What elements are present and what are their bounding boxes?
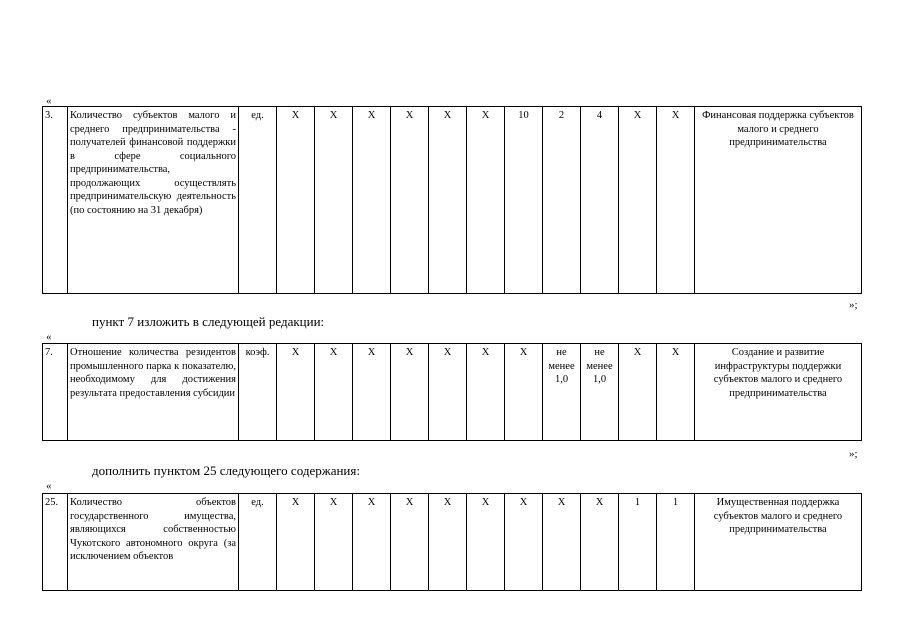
row-number: 7. xyxy=(43,344,68,441)
value-cell: 1 xyxy=(619,494,657,591)
open-quote-3: « xyxy=(46,480,52,492)
value-cell: 1 xyxy=(657,494,695,591)
indicator-name: Количество объектов государственного имущества, являющихся собственностью Чукотского автономного округа (за исключением объектов xyxy=(68,494,239,591)
value-cell: 2 xyxy=(543,107,581,294)
unit-cell: ед. xyxy=(239,107,277,294)
indicator-name: Отношение количества резидентов промышленного парка к показателю, необходимому для достижения результата предоставления субсидии xyxy=(68,344,239,441)
value-cell: X xyxy=(467,494,505,591)
unit-cell: коэф. xyxy=(239,344,277,441)
note-cell: Финансовая поддержка субъектов малого и среднего предпринимательства xyxy=(695,107,862,294)
note-cell: Создание и развитие инфраструктуры поддержки субъектов малого и среднего предпринимательства xyxy=(695,344,862,441)
row-number: 25. xyxy=(43,494,68,591)
amendment-intro-25: дополнить пунктом 25 следующего содержания: xyxy=(92,463,360,478)
value-cell: X xyxy=(619,107,657,294)
value-cell: X xyxy=(467,107,505,294)
value-cell: X xyxy=(353,344,391,441)
indicator-table-row-25 xyxy=(42,493,862,591)
close-quote-1: »; xyxy=(849,299,858,311)
close-quote-2: »; xyxy=(849,448,858,460)
value-cell: X xyxy=(315,107,353,294)
value-cell: X xyxy=(391,344,429,441)
indicator-table-row-3 xyxy=(42,106,862,294)
value-cell: X xyxy=(277,107,315,294)
value-cell: X xyxy=(315,494,353,591)
amendment-intro-7: пункт 7 изложить в следующей редакции: xyxy=(92,314,325,329)
table-row xyxy=(43,494,862,591)
value-cell: X xyxy=(505,494,543,591)
value-cell: X xyxy=(315,344,353,441)
value-cell: X xyxy=(657,107,695,294)
value-cell: 4 xyxy=(581,107,619,294)
value-cell: X xyxy=(353,107,391,294)
value-cell: X xyxy=(391,107,429,294)
indicator-table-row-7 xyxy=(42,343,862,441)
value-cell: X xyxy=(543,494,581,591)
note-cell: Имущественная поддержка субъектов малого и среднего предпринимательства xyxy=(695,494,862,591)
open-quote-2: « xyxy=(46,331,52,343)
unit-cell: ед. xyxy=(239,494,277,591)
value-cell: X xyxy=(391,494,429,591)
value-cell: X xyxy=(429,344,467,441)
value-cell: X xyxy=(277,344,315,441)
table-row xyxy=(43,344,862,441)
value-cell: X xyxy=(467,344,505,441)
value-cell: X xyxy=(277,494,315,591)
value-cell: X xyxy=(505,344,543,441)
value-cell: X xyxy=(429,107,467,294)
value-cell: X xyxy=(581,494,619,591)
value-cell: не менее 1,0 xyxy=(543,344,581,441)
value-cell: X xyxy=(657,344,695,441)
value-cell: не менее 1,0 xyxy=(581,344,619,441)
value-cell: 10 xyxy=(505,107,543,294)
value-cell: X xyxy=(353,494,391,591)
indicator-name: Количество субъектов малого и среднего предпринимательства - получателей финансовой поддержки в сфере социального предпринимательства, продолжающих осуществлять предпринимательскую деятельность (по состоянию на 31 декабря) xyxy=(68,107,239,294)
row-number: 3. xyxy=(43,107,68,294)
open-quote-1: « xyxy=(46,95,52,107)
value-cell: X xyxy=(619,344,657,441)
table-row xyxy=(43,107,862,294)
value-cell: X xyxy=(429,494,467,591)
